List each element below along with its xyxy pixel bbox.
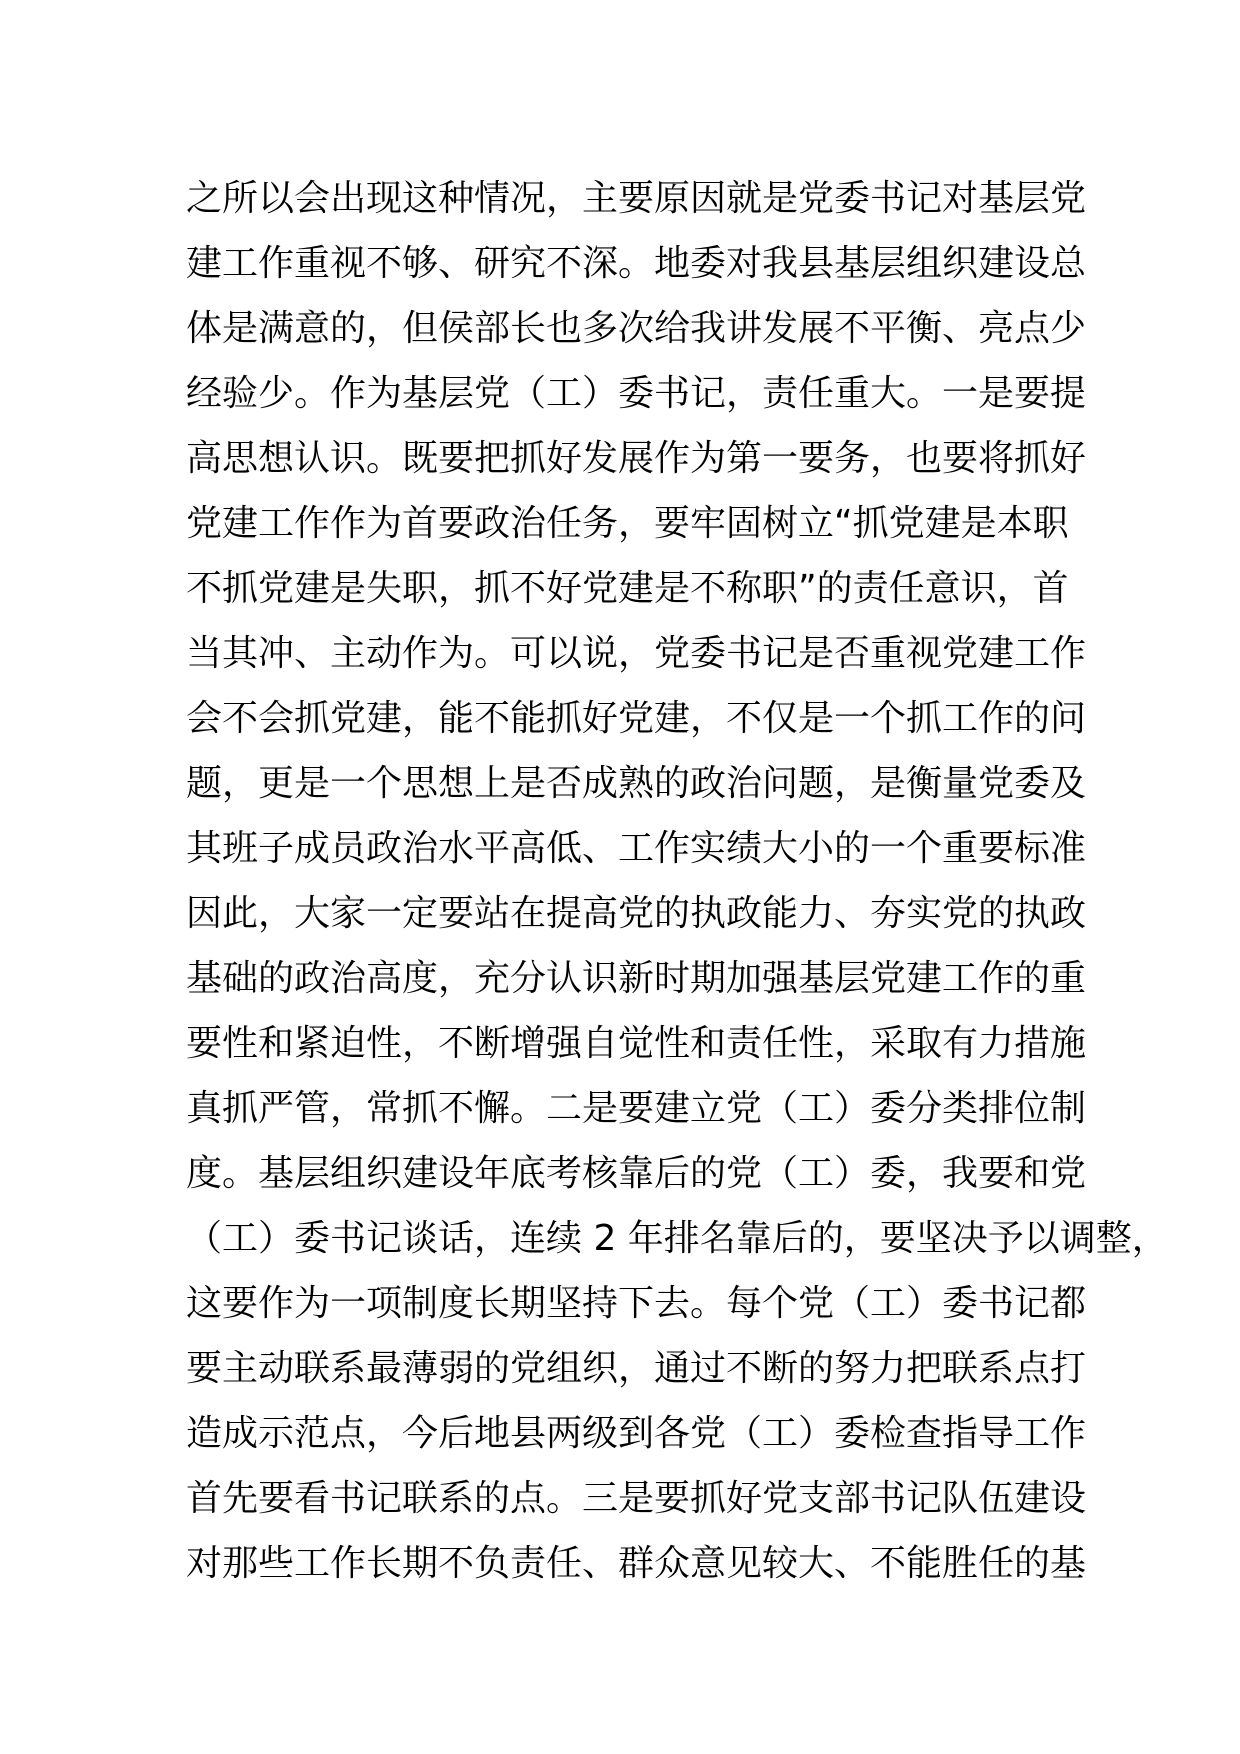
text-line: （工）委书记谈话，连续 2 年排名靠后的，要坚决予以调整，: [186, 1218, 1168, 1259]
text-line: 之所以会出现这种情况，主要原因就是党委书记对基层党: [186, 178, 1087, 219]
text-line: 当其冲、主动作为。可以说，党委书记是否重视党建工作: [186, 633, 1087, 674]
text-line: 高思想认识。既要把抓好发展作为第一要务，也要将抓好: [186, 438, 1087, 479]
text-line: 真抓严管，常抓不懈。二是要建立党（工）委分类排位制: [186, 1088, 1087, 1129]
text-line: 要性和紧迫性，不断增强自觉性和责任性，采取有力措施: [186, 1023, 1087, 1064]
text-line: 体是满意的，但侯部长也多次给我讲发展不平衡、亮点少: [186, 308, 1087, 349]
text-line: 度。基层组织建设年底考核靠后的党（工）委，我要和党: [186, 1153, 1087, 1194]
text-line: 会不会抓党建，能不能抓好党建，不仅是一个抓工作的问: [186, 698, 1087, 739]
text-line: 要主动联系最薄弱的党组织，通过不断的努力把联系点打: [186, 1348, 1087, 1389]
text-line: 党建工作作为首要政治任务，要牢固树立“抓党建是本职: [186, 503, 1069, 544]
body-text: [186, 166, 1168, 1596]
text-line: 首先要看书记联系的点。三是要抓好党支部书记队伍建设: [186, 1478, 1087, 1519]
text-line: 造成示范点，今后地县两级到各党（工）委检查指导工作: [186, 1413, 1087, 1454]
text-line: 因此，大家一定要站在提高党的执政能力、夯实党的执政: [186, 893, 1087, 934]
text-line: 其班子成员政治水平高低、工作实绩大小的一个重要标准: [186, 828, 1087, 869]
text-line: 经验少。作为基层党（工）委书记，责任重大。一是要提: [186, 373, 1087, 414]
text-line: 不抓党建是失职，抓不好党建是不称职”的责任意识，首: [186, 568, 1069, 609]
text-line: 这要作为一项制度长期坚持下去。每个党（工）委书记都: [186, 1283, 1087, 1324]
text-line: 基础的政治高度，充分认识新时期加强基层党建工作的重: [186, 958, 1087, 999]
text-line: 对那些工作长期不负责任、群众意见较大、不能胜任的基: [186, 1543, 1087, 1584]
text-line: 题，更是一个思想上是否成熟的政治问题，是衡量党委及: [186, 763, 1087, 804]
text-line: 建工作重视不够、研究不深。地委对我县基层组织建设总: [186, 243, 1087, 284]
